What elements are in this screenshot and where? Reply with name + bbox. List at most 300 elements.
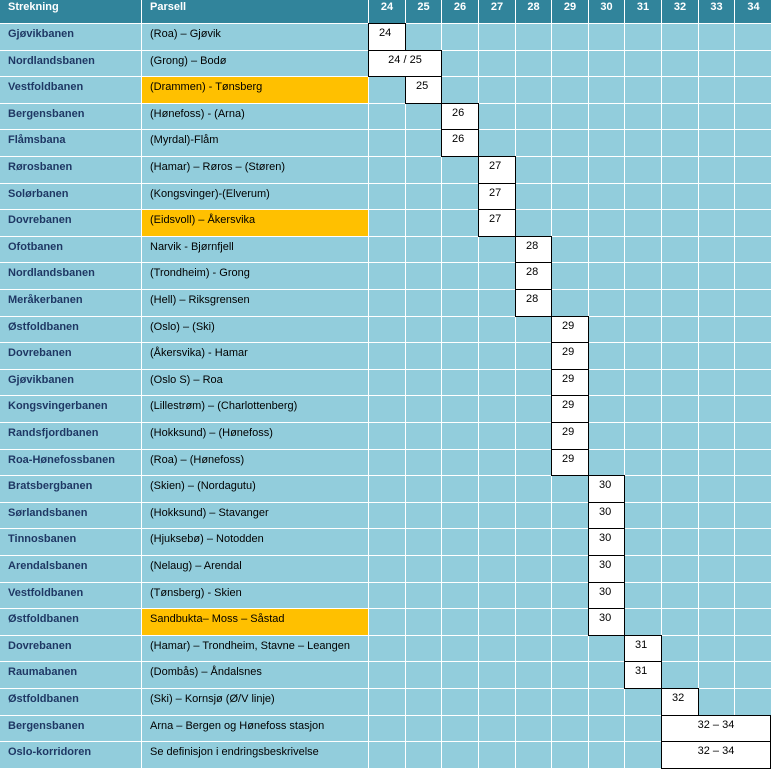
week-cell [442,263,478,289]
week-cell [479,237,515,262]
week-cell [516,662,551,688]
week-cell [699,476,734,502]
week-cell [552,157,588,183]
week-cell [442,742,478,768]
week-cell [589,396,624,422]
strekning-cell: Vestfoldbanen [0,583,141,608]
week-cell [406,662,441,688]
week-cell [442,184,478,209]
week-box: 29 [551,369,589,396]
parsell-cell: (Åkersvika) - Hamar [142,343,368,369]
week-box: 30 [588,582,625,609]
parsell-cell: Se definisjon i endringsbeskrivelse [142,742,368,768]
week-cell [516,476,551,502]
week-box: 27 [478,209,516,237]
week-cell [735,343,771,369]
week-cell [516,210,551,236]
week-cell [625,370,661,395]
week-cell [406,104,441,129]
strekning-cell: Dovrebanen [0,210,141,236]
week-box: 29 [551,422,589,450]
week-cell [625,476,661,502]
week-cell [516,77,551,103]
week-cell [479,423,515,449]
week-cell [552,662,588,688]
week-cell [516,343,551,369]
week-cell [625,609,661,635]
strekning-cell: Meråkerbanen [0,290,141,316]
header-week-28: 28 [516,0,551,23]
week-box: 29 [551,395,589,423]
week-cell [662,77,698,103]
week-cell [442,343,478,369]
week-cell [369,237,405,262]
week-cell [735,503,771,528]
week-cell [625,290,661,316]
week-cell [369,184,405,209]
week-cell [662,263,698,289]
header-week-29: 29 [552,0,588,23]
week-cell [662,662,698,688]
week-cell [662,370,698,395]
week-cell [406,263,441,289]
week-cell [662,343,698,369]
week-cell [369,210,405,236]
week-cell [552,130,588,156]
parsell-cell: (Nelaug) – Arendal [142,556,368,582]
week-cell [479,689,515,715]
week-cell [699,662,734,688]
strekning-cell: Østfoldbanen [0,689,141,715]
week-cell [735,370,771,395]
week-cell [516,51,551,76]
week-cell [662,290,698,316]
week-cell [479,662,515,688]
week-cell [516,423,551,449]
strekning-cell: Solørbanen [0,184,141,209]
week-cell [516,636,551,661]
strekning-cell: Dovrebanen [0,636,141,661]
week-box: 25 [405,76,442,104]
week-cell [516,184,551,209]
week-cell [369,636,405,661]
week-cell [589,263,624,289]
week-cell [479,263,515,289]
strekning-cell: Gjøvikbanen [0,24,141,50]
week-cell [625,184,661,209]
parsell-cell: (Roa) – (Hønefoss) [142,450,368,475]
week-cell [516,157,551,183]
parsell-cell: (Hønefoss) - (Arna) [142,104,368,129]
week-cell [589,370,624,395]
strekning-cell: Gjøvikbanen [0,370,141,395]
week-cell [442,396,478,422]
week-cell [369,503,405,528]
week-cell [735,317,771,342]
week-cell [735,689,771,715]
week-box: 30 [588,502,625,529]
week-cell [552,689,588,715]
parsell-cell: (Hokksund) – (Hønefoss) [142,423,368,449]
week-cell [625,24,661,50]
week-cell [516,689,551,715]
header-week-33: 33 [699,0,734,23]
week-cell [699,24,734,50]
week-cell [699,184,734,209]
parsell-cell: Arna – Bergen og Hønefoss stasjon [142,716,368,741]
week-cell [625,104,661,129]
week-cell [589,742,624,768]
week-cell [516,742,551,768]
week-cell [552,476,588,502]
week-cell [479,396,515,422]
week-box: 27 [478,156,516,184]
week-cell [589,184,624,209]
week-cell [442,370,478,395]
strekning-cell: Arendalsbanen [0,556,141,582]
week-cell [406,24,441,50]
parsell-cell: (Hell) – Riksgrensen [142,290,368,316]
week-cell [699,237,734,262]
week-cell [516,503,551,528]
week-cell [369,662,405,688]
week-cell [516,716,551,741]
week-cell [735,529,771,555]
week-cell [516,609,551,635]
week-cell [369,396,405,422]
week-cell [442,503,478,528]
week-cell [479,503,515,528]
week-cell [699,130,734,156]
week-cell [442,716,478,741]
week-cell [369,317,405,342]
week-cell [516,104,551,129]
strekning-cell: Oslo-korridoren [0,742,141,768]
week-cell [552,556,588,582]
week-cell [625,210,661,236]
week-cell [406,210,441,236]
week-box: 28 [515,262,552,290]
week-cell [589,636,624,661]
week-cell [699,423,734,449]
week-cell [516,556,551,582]
strekning-cell: Raumabanen [0,662,141,688]
week-box: 29 [551,316,589,343]
week-cell [625,157,661,183]
week-cell [369,476,405,502]
week-cell [625,343,661,369]
week-cell [406,742,441,768]
week-cell [625,556,661,582]
strekning-cell: Vestfoldbanen [0,77,141,103]
week-box: 32 – 34 [661,741,771,769]
parsell-cell: (Hamar) – Trondheim, Stavne – Leangen [142,636,368,661]
strekning-cell: Kongsvingerbanen [0,396,141,422]
week-cell [552,636,588,661]
week-cell [662,184,698,209]
header-week-34: 34 [735,0,771,23]
week-cell [442,476,478,502]
week-box: 24 / 25 [368,50,442,77]
parsell-cell: (Hamar) – Røros – (Støren) [142,157,368,183]
week-cell [662,636,698,661]
week-cell [442,556,478,582]
week-cell [735,423,771,449]
week-cell [479,742,515,768]
week-cell [442,609,478,635]
week-cell [589,104,624,129]
week-cell [735,396,771,422]
week-cell [735,662,771,688]
week-cell [589,77,624,103]
week-cell [516,317,551,342]
week-cell [552,24,588,50]
week-cell [662,51,698,76]
week-cell [699,77,734,103]
week-box: 24 [368,23,406,51]
week-cell [479,583,515,608]
week-cell [406,370,441,395]
week-cell [442,662,478,688]
week-cell [369,343,405,369]
week-cell [479,609,515,635]
week-cell [625,529,661,555]
week-cell [406,237,441,262]
strekning-cell: Bergensbanen [0,104,141,129]
week-box: 30 [588,555,625,583]
parsell-cell: (Skien) – (Nordagutu) [142,476,368,502]
week-cell [735,24,771,50]
week-cell [699,529,734,555]
week-cell [442,290,478,316]
week-cell [369,529,405,555]
week-cell [625,396,661,422]
strekning-cell: Bergensbanen [0,716,141,741]
week-cell [662,556,698,582]
strekning-cell: Østfoldbanen [0,609,141,635]
week-cell [699,343,734,369]
week-cell [369,263,405,289]
week-cell [589,157,624,183]
week-cell [662,24,698,50]
week-box: 31 [624,661,662,689]
week-cell [406,130,441,156]
week-cell [369,583,405,608]
week-cell [369,77,405,103]
week-cell [699,157,734,183]
strekning-cell: Nordlandsbanen [0,51,141,76]
week-cell [699,396,734,422]
week-cell [516,396,551,422]
week-cell [662,450,698,475]
week-cell [552,51,588,76]
week-cell [442,317,478,342]
week-cell [442,157,478,183]
week-cell [369,130,405,156]
week-cell [406,184,441,209]
week-cell [699,556,734,582]
week-cell [662,609,698,635]
week-cell [369,423,405,449]
week-cell [479,290,515,316]
week-cell [625,742,661,768]
week-cell [735,636,771,661]
week-cell [516,130,551,156]
strekning-cell: Flåmsbana [0,130,141,156]
header-week-31: 31 [625,0,661,23]
week-cell [406,157,441,183]
week-cell [552,263,588,289]
parsell-cell: Narvik - Bjørnfjell [142,237,368,262]
week-cell [662,529,698,555]
week-cell [406,583,441,608]
week-cell [442,210,478,236]
week-cell [625,583,661,608]
week-cell [369,689,405,715]
week-cell [699,503,734,528]
week-cell [479,77,515,103]
week-cell [625,237,661,262]
week-cell [552,237,588,262]
strekning-cell: Østfoldbanen [0,317,141,342]
week-cell [662,237,698,262]
week-cell [406,290,441,316]
week-cell [479,636,515,661]
week-cell [406,716,441,741]
header-strekning: Strekning [0,0,141,23]
parsell-cell: (Eidsvoll) – Åkersvika [142,210,368,236]
week-cell [369,104,405,129]
week-cell [552,290,588,316]
week-cell [442,529,478,555]
week-cell [479,529,515,555]
week-cell [516,24,551,50]
week-cell [552,609,588,635]
week-cell [479,343,515,369]
week-cell [699,689,734,715]
week-cell [516,529,551,555]
week-cell [552,529,588,555]
week-cell [735,104,771,129]
strekning-cell: Sørlandsbanen [0,503,141,528]
parsell-cell: (Trondheim) - Grong [142,263,368,289]
week-box: 30 [588,528,625,556]
week-cell [735,290,771,316]
week-cell [625,450,661,475]
week-box: 30 [588,608,625,636]
strekning-cell: Randsfjordbanen [0,423,141,449]
week-cell [699,609,734,635]
week-cell [699,370,734,395]
week-cell [735,450,771,475]
week-cell [735,583,771,608]
parsell-cell: (Kongsvinger)-(Elverum) [142,184,368,209]
strekning-cell: Dovrebanen [0,343,141,369]
week-box: 28 [515,289,552,317]
week-cell [662,476,698,502]
week-cell [406,556,441,582]
week-cell [589,24,624,50]
strekning-cell: Bratsbergbanen [0,476,141,502]
week-cell [625,317,661,342]
week-cell [589,51,624,76]
week-cell [625,689,661,715]
week-cell [735,210,771,236]
header-week-25: 25 [406,0,441,23]
week-box: 29 [551,449,589,476]
week-cell [589,317,624,342]
parsell-cell: (Hjuksebø) – Notodden [142,529,368,555]
week-cell [406,503,441,528]
week-cell [406,476,441,502]
parsell-cell: (Oslo S) – Roa [142,370,368,395]
week-cell [552,77,588,103]
week-cell [552,716,588,741]
week-cell [662,423,698,449]
week-cell [735,609,771,635]
header-week-27: 27 [479,0,515,23]
week-cell [699,450,734,475]
strekning-cell: Ofotbanen [0,237,141,262]
week-cell [589,423,624,449]
week-box: 27 [478,183,516,210]
week-cell [442,689,478,715]
week-cell [699,51,734,76]
week-cell [516,583,551,608]
week-cell [625,503,661,528]
week-cell [479,51,515,76]
week-cell [552,104,588,129]
week-cell [699,583,734,608]
parsell-cell: (Oslo) – (Ski) [142,317,368,342]
week-cell [552,742,588,768]
week-cell [479,104,515,129]
week-cell [735,77,771,103]
week-cell [406,636,441,661]
week-cell [442,450,478,475]
week-cell [369,609,405,635]
week-box: 26 [441,129,479,157]
week-cell [662,317,698,342]
week-cell [625,130,661,156]
week-box: 32 – 34 [661,715,771,742]
week-cell [589,130,624,156]
week-cell [699,290,734,316]
week-cell [662,210,698,236]
week-cell [662,503,698,528]
week-cell [552,184,588,209]
week-cell [625,77,661,103]
week-cell [516,450,551,475]
week-cell [369,290,405,316]
week-cell [552,503,588,528]
week-cell [589,237,624,262]
week-cell [442,51,478,76]
week-cell [442,77,478,103]
week-cell [589,210,624,236]
week-cell [369,450,405,475]
week-cell [699,317,734,342]
week-cell [699,263,734,289]
week-cell [552,583,588,608]
parsell-cell: (Hokksund) – Stavanger [142,503,368,528]
week-cell [735,184,771,209]
week-cell [406,450,441,475]
week-cell [479,24,515,50]
week-cell [442,636,478,661]
week-cell [735,51,771,76]
parsell-cell: (Grong) – Bodø [142,51,368,76]
